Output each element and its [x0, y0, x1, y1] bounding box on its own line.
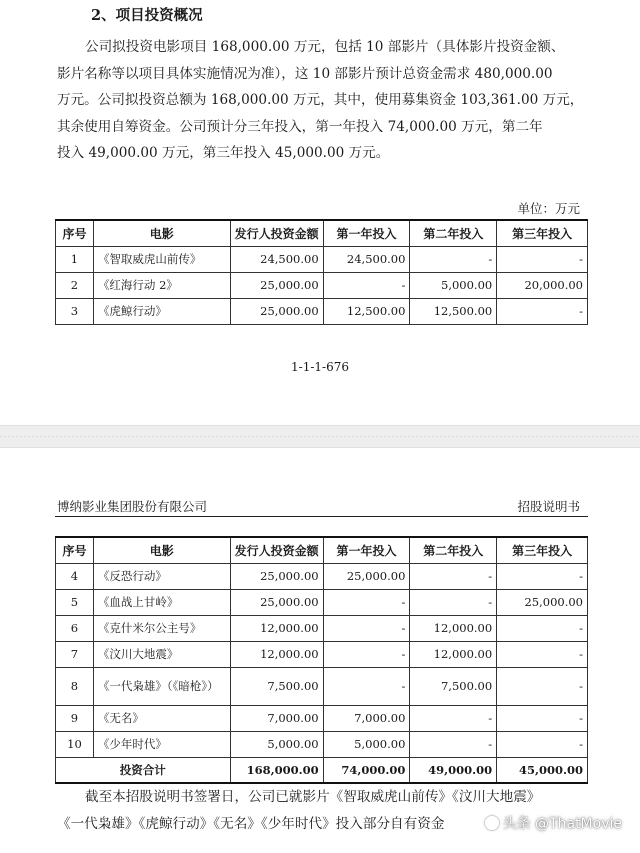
cell-year3: -: [497, 615, 588, 641]
header-year3: 第三年投入: [497, 220, 588, 246]
cell-seq: 3: [56, 298, 94, 324]
cell-year3: -: [497, 705, 588, 731]
cell-amount: 5,000.00: [230, 731, 323, 757]
cell-year1: 7,000.00: [323, 705, 410, 731]
cell-year2: 7,500.00: [410, 667, 497, 705]
cell-year2: -: [410, 731, 497, 757]
table-header-row: [56, 220, 588, 246]
investment-table-part-1: [55, 219, 588, 325]
cell-year1: 25,000.00: [323, 563, 410, 589]
cell-film: 《虎鲸行动》: [93, 298, 230, 324]
header-rule: [55, 516, 588, 517]
header-seq: 序号: [56, 220, 94, 246]
watermark: [485, 813, 622, 833]
cell-year3: -: [497, 563, 588, 589]
total-year2: 49,000.00: [410, 757, 497, 783]
cell-year1: -: [323, 641, 410, 667]
cell-film: 《一代枭雄》（《暗枪》）: [93, 667, 230, 705]
document-page-1: [0, 0, 640, 425]
cell-film: 《智取威虎山前传》: [93, 246, 230, 272]
header-company-name: 博纳影业集团股份有限公司: [57, 499, 208, 514]
cell-film: 《红海行动 2》: [93, 272, 230, 298]
table-row: [56, 731, 588, 757]
cell-film: 《血战上甘岭》: [93, 589, 230, 615]
cell-year1: -: [323, 589, 410, 615]
separator-line: [0, 436, 640, 437]
cell-year2: 5,000.00: [410, 272, 497, 298]
cell-amount: 7,000.00: [230, 705, 323, 731]
table-row: [56, 589, 588, 615]
header-document-type: 招股说明书: [517, 499, 580, 514]
intro-paragraph: [57, 34, 589, 167]
cell-year1: -: [323, 272, 410, 298]
cell-year3: -: [497, 641, 588, 667]
cell-year3: -: [497, 667, 588, 705]
cell-amount: 25,000.00: [230, 298, 323, 324]
cell-year1: -: [323, 615, 410, 641]
cell-seq: 6: [56, 615, 94, 641]
table-row: [56, 667, 588, 705]
unit-label: 单位：万元: [517, 201, 580, 216]
cell-year3: -: [497, 731, 588, 757]
header-year2: 第二年投入: [410, 537, 497, 563]
cell-seq: 2: [56, 272, 94, 298]
intro-line: 影片名称等以项目具体实施情况为准），这 10 部影片预计总资金需求 480,000.00: [57, 65, 553, 82]
cell-film: 《克什米尔公主号》: [93, 615, 230, 641]
table-row: [56, 615, 588, 641]
header-film: 电影: [93, 220, 230, 246]
total-year1: 74,000.00: [323, 757, 410, 783]
cell-seq: 4: [56, 563, 94, 589]
cell-year3: -: [497, 246, 588, 272]
header-year3: 第三年投入: [497, 537, 588, 563]
table-row: [56, 272, 588, 298]
cell-year2: 12,000.00: [410, 641, 497, 667]
cell-seq: 9: [56, 705, 94, 731]
page-number: 1-1-1-676: [291, 360, 349, 374]
cell-year2: 12,500.00: [410, 298, 497, 324]
table-row: [56, 563, 588, 589]
cell-amount: 12,000.00: [230, 615, 323, 641]
cell-amount: 7,500.00: [230, 667, 323, 705]
table-row: [56, 298, 588, 324]
cell-film: 《汶川大地震》: [93, 641, 230, 667]
cell-year1: 5,000.00: [323, 731, 410, 757]
cell-amount: 25,000.00: [230, 272, 323, 298]
header-issuer-investment: 发行人投资金额: [230, 537, 323, 563]
header-issuer-investment: 发行人投资金额: [230, 220, 323, 246]
table-total-row: [56, 757, 588, 783]
cell-amount: 24,500.00: [230, 246, 323, 272]
total-label: 投资合计: [56, 757, 231, 783]
cell-year2: 12,000.00: [410, 615, 497, 641]
table-row: [56, 641, 588, 667]
cell-amount: 25,000.00: [230, 589, 323, 615]
cell-year3: 20,000.00: [497, 272, 588, 298]
cell-year2: -: [410, 246, 497, 272]
intro-line: 公司拟投资电影项目 168,000.00 万元，包括 10 部影片（具体影片投资金额、: [85, 39, 565, 55]
cell-amount: 25,000.00: [230, 563, 323, 589]
closing-line: 《一代枭雄》《虎鲸行动》《无名》《少年时代》投入部分自有资金: [57, 815, 445, 832]
table-row: [56, 705, 588, 731]
header-year2: 第二年投入: [410, 220, 497, 246]
cell-seq: 8: [56, 667, 94, 705]
cell-year1: -: [323, 667, 410, 705]
cell-seq: 1: [56, 246, 94, 272]
cell-year3: 25,000.00: [497, 589, 588, 615]
watermark-logo-icon: [485, 816, 499, 830]
cell-seq: 7: [56, 641, 94, 667]
intro-line: 万元。公司拟投资总额为 168,000.00 万元，其中，使用募集资金 103,361.00 万元，: [57, 92, 584, 108]
section-title: 2、项目投资概况: [91, 7, 203, 24]
cell-film: 《反恐行动》: [93, 563, 230, 589]
watermark-text: 头条 @ThatMovie: [502, 816, 622, 832]
cell-film: 《少年时代》: [93, 731, 230, 757]
header-seq: 序号: [56, 537, 94, 563]
total-amount: 168,000.00: [230, 757, 323, 783]
cell-year2: -: [410, 705, 497, 731]
cell-amount: 12,000.00: [230, 641, 323, 667]
cell-film: 《无名》: [93, 705, 230, 731]
cell-year2: -: [410, 563, 497, 589]
cell-seq: 10: [56, 731, 94, 757]
table-header-row: [56, 537, 588, 563]
total-year3: 45,000.00: [497, 757, 588, 783]
cell-year3: -: [497, 298, 588, 324]
intro-line: 其余使用自筹资金。公司预计分三年投入，第一年投入 74,000.00 万元，第二年: [57, 118, 543, 135]
closing-line: 截至本招股说明书签署日，公司已就影片《智取威虎山前传》《汶川大地震》: [85, 789, 541, 805]
cell-seq: 5: [56, 589, 94, 615]
header-film: 电影: [93, 537, 230, 563]
intro-line: 投入 49,000.00 万元，第三年投入 45,000.00 万元。: [57, 145, 390, 161]
header-year1: 第一年投入: [323, 220, 410, 246]
page-separator: [0, 425, 640, 448]
cell-year1: 12,500.00: [323, 298, 410, 324]
investment-table-part-2: [55, 536, 588, 784]
table-row: [56, 246, 588, 272]
cell-year1: 24,500.00: [323, 246, 410, 272]
header-year1: 第一年投入: [323, 537, 410, 563]
cell-year2: -: [410, 589, 497, 615]
